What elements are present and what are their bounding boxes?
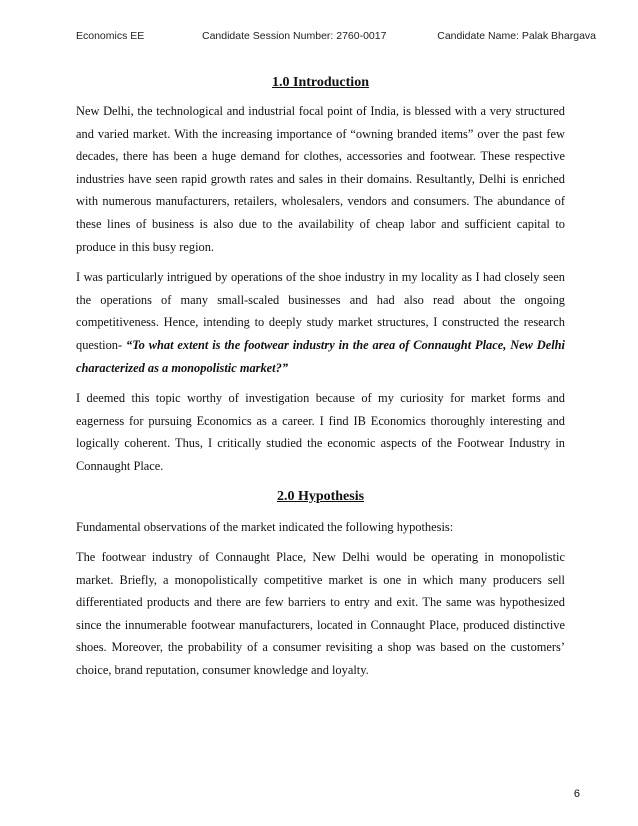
hypothesis-paragraph-2: The footwear industry of Connaught Place, New Delhi would be operating in monopolistic market. Briefly, a monopolistically competitive market is one in which many producers sell differentiated products and there are few barriers to entry and exit. The same was hypothesized since the innumerable footwear manufacturers, located in Connaught Place, produced distinctive shoes. Moreover, the probability of a consumer revisiting a shop was based on the customers’ choice, brand reputation, consumer knowledge and loyalty. bbox=[76, 550, 565, 678]
introduction-paragraph-2 bbox=[76, 266, 565, 379]
introduction-paragraph-1: New Delhi, the technological and industrial focal point of India, is blessed with a very structured and varied market. With the increasing importance of “owning branded items” over the past few decades, there has been a huge demand for clothes, accessories and footwear. These respective industries have seen rapid growth rates and sales in their domains. Resultantly, Delhi is enriched with numerous manufacturers, retailers, wholesalers, vendors and consumers. The abundance of these lines of business is also due to the availability of cheap labor and sufficient capital to produce in this busy region. bbox=[76, 104, 565, 254]
header-session-number: Candidate Session Number: 2760-0017 bbox=[202, 30, 387, 42]
paragraph-2-text: I was particularly intrigued by operations of the shoe industry in my locality as I had closely seen the operations of many small-scaled businesses and had also read about the ongoing competitiveness. Hence, intending to deeply study market structures, I constructed the research question- bbox=[76, 270, 565, 352]
page-number: 6 bbox=[573, 788, 580, 800]
hypothesis-paragraph-1: Fundamental observations of the market indicated the following hypothesis: bbox=[76, 519, 454, 534]
research-question: “To what extent is the footwear industry in the area of Connaught Place, New Delhi characterized as a monopolistic market?” bbox=[76, 337, 566, 375]
introduction-heading: 1.0 Introduction bbox=[272, 75, 369, 90]
header-candidate-name: Candidate Name: Palak Bhargava bbox=[437, 30, 596, 42]
document-body bbox=[76, 74, 565, 690]
hypothesis-heading: 2.0 Hypothesis bbox=[276, 488, 365, 504]
header-subject: Economics EE bbox=[76, 30, 145, 42]
introduction-paragraph-3: I deemed this topic worthy of investigation because of my curiosity for market forms and eagerness for pursuing Economics as a career. I find IB Economics thoroughly interesting and logically coherent. Thus, I critically studied the economic aspects of the Footwear Industry in Connaught Place. bbox=[76, 391, 565, 473]
